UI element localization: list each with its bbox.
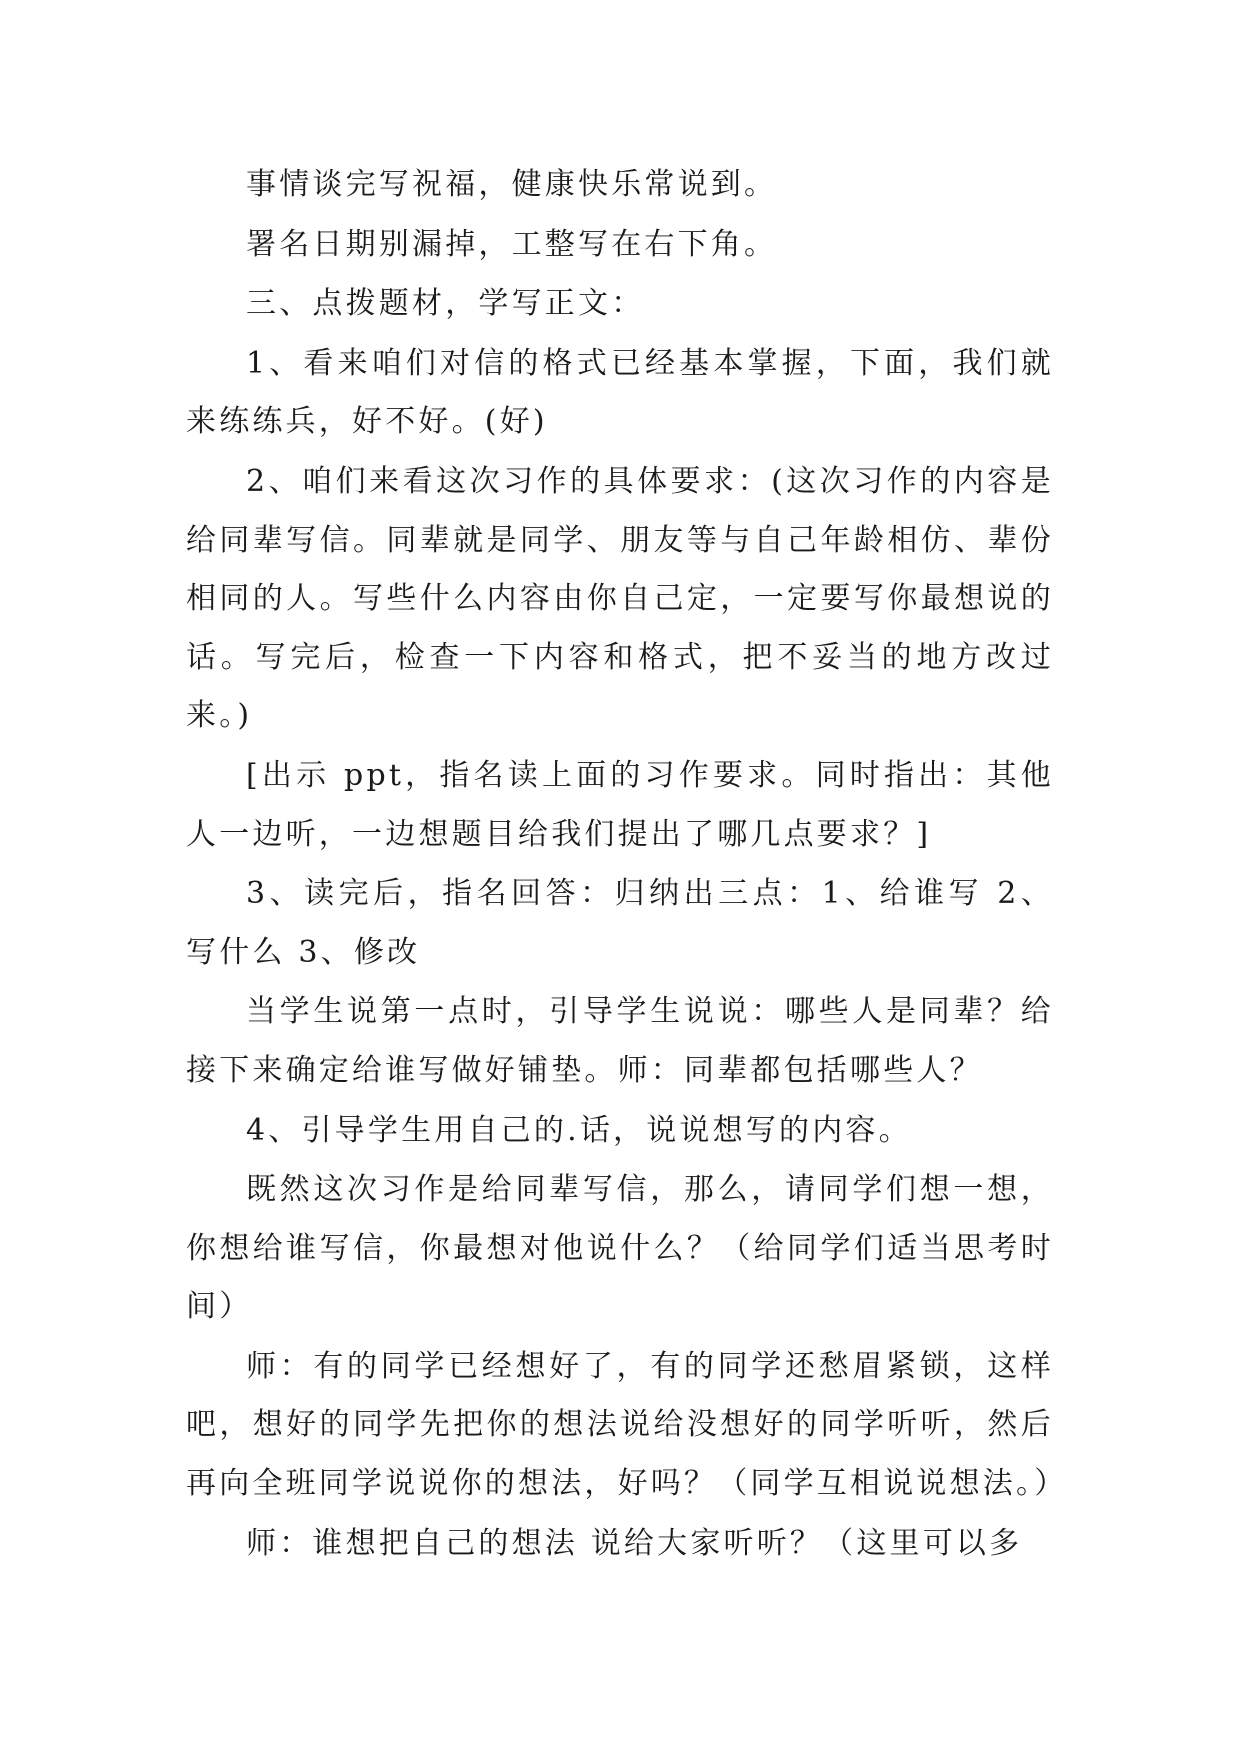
paragraph-first-point: 当学生说第一点时，引导学生说说：哪些人是同辈？给接下来确定给谁写做好铺垫。师：同辈都包括哪些人？ xyxy=(186,994,1054,1088)
paragraph-ppt-note: [出示 ppt，指名读上面的习作要求。同时指出：其他人一边听，一边想题目给我们提出了哪几点要求？] xyxy=(186,757,1054,852)
paragraph-step-2: 2、咱们来看这次习作的具体要求：(这次习作的内容是给同辈写信。同辈就是同学、朋友等与自己年龄相仿、辈份相同的人。写些什么内容由你自己定，一定要写你最想说的话。写完后，检查一下内容和格式，把不妥当的地方改过来。) xyxy=(186,463,1054,734)
document-body xyxy=(186,156,1068,1574)
paragraph-step-3: 3、读完后，指名回答：归纳出三点：1、给谁写 2、写什么 3、修改 xyxy=(186,876,1054,970)
paragraph-signature-date: 署名日期别漏掉，工整写在右下角。 xyxy=(246,226,778,262)
paragraph-teacher-question: 师：谁想把自己的想法 说给大家听听？（这里可以多 xyxy=(246,1525,1023,1561)
paragraph-step-4: 4、引导学生用自己的.话，说说想写的内容。 xyxy=(246,1112,912,1148)
paragraph-blessing: 事情谈完写祝福，健康快乐常说到。 xyxy=(246,167,778,202)
paragraph-teacher-discussion: 师：有的同学已经想好了，有的同学还愁眉紧锁，这样吧，想好的同学先把你的想法说给没想好的同学听听，然后再向全班同学说说你的想法，好吗？（同学互相说说想法。） xyxy=(186,1348,1068,1502)
section-heading-3: 三、点拨题材，学写正文： xyxy=(246,286,645,322)
paragraph-think-prompt: 既然这次习作是给同辈写信，那么，请同学们想一想，你想给谁写信，你最想对他说什么？（给同学们适当思考时间） xyxy=(186,1172,1054,1325)
paragraph-step-1: 1、看来咱们对信的格式已经基本掌握，下面，我们就来练练兵，好不好。(好) xyxy=(186,345,1054,440)
